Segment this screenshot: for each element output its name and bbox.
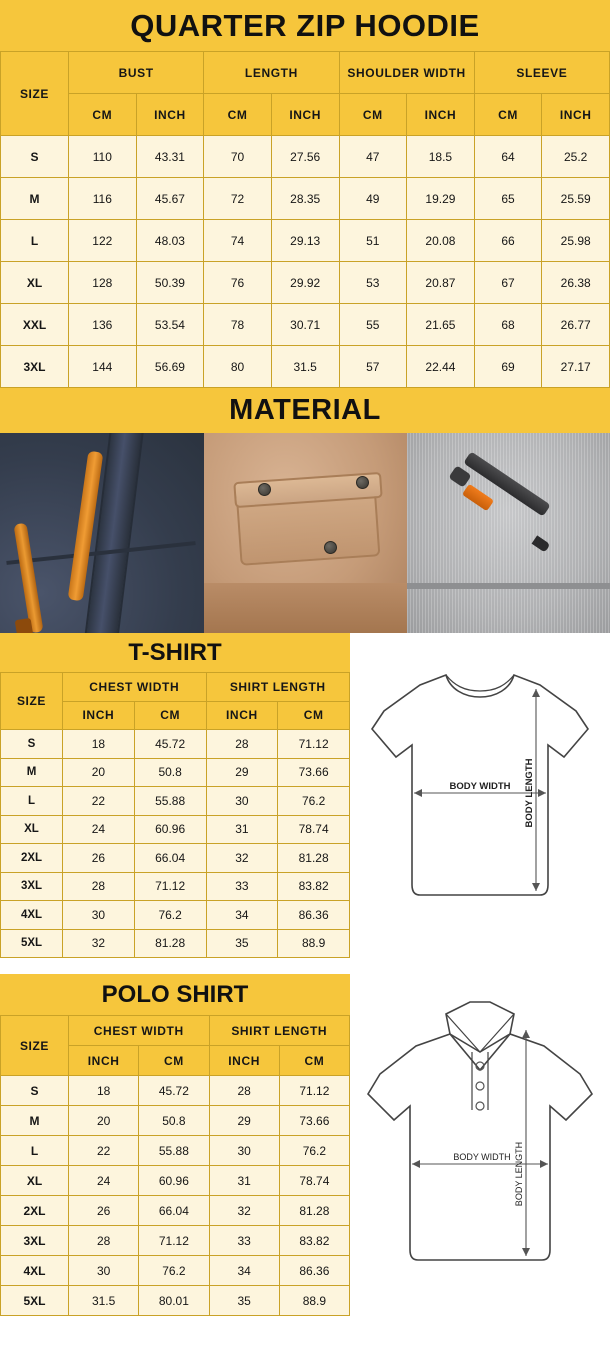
column-header-size: SIZE [1, 1016, 69, 1076]
cell-value: 55 [339, 304, 407, 346]
cell-value: 86.36 [278, 901, 350, 930]
row-size-label: L [1, 787, 63, 816]
drawstring-tip [15, 618, 34, 633]
cell-value: 53 [339, 262, 407, 304]
table-row [1, 1196, 350, 1226]
snap-button-icon [356, 476, 369, 489]
cell-value: 43.31 [136, 136, 204, 178]
cell-value: 47 [339, 136, 407, 178]
table-row [1, 262, 610, 304]
table-header-row [1, 673, 350, 702]
unit-chest-inch: INCH [63, 701, 135, 730]
cell-value: 45.72 [139, 1076, 209, 1106]
cell-value: 53.54 [136, 304, 204, 346]
cell-value: 45.72 [134, 730, 206, 759]
cell-value: 32 [206, 844, 278, 873]
row-size-label: 5XL [1, 929, 63, 958]
cell-value: 116 [69, 178, 137, 220]
cell-value: 25.2 [542, 136, 610, 178]
cell-value: 35 [209, 1286, 279, 1316]
table-row [1, 346, 610, 388]
cell-value: 76 [204, 262, 272, 304]
material-section-title: MATERIAL [0, 388, 610, 433]
cell-value: 24 [63, 815, 135, 844]
cell-value: 66.04 [139, 1196, 209, 1226]
polo-illustration [350, 974, 610, 1304]
cell-value: 18.5 [407, 136, 475, 178]
cell-value: 74 [204, 220, 272, 262]
cell-value: 80 [204, 346, 272, 388]
column-group-shoulder-width: SHOULDER WIDTH [339, 52, 474, 94]
cell-value: 60.96 [139, 1166, 209, 1196]
unit-length-inch: INCH [209, 1046, 279, 1076]
cell-value: 25.59 [542, 178, 610, 220]
row-size-label: M [1, 758, 63, 787]
cell-value: 31 [209, 1166, 279, 1196]
cell-value: 35 [206, 929, 278, 958]
cell-value: 30 [206, 787, 278, 816]
cell-value: 49 [339, 178, 407, 220]
cell-value: 50.8 [134, 758, 206, 787]
cell-value: 45.67 [136, 178, 204, 220]
column-group-chest-width: CHEST WIDTH [63, 673, 207, 702]
column-group-sleeve: SLEEVE [474, 52, 609, 94]
cell-value: 78 [204, 304, 272, 346]
cell-value: 29 [209, 1106, 279, 1136]
polo-table-column [0, 974, 350, 1316]
cell-value: 66.04 [134, 844, 206, 873]
cell-value: 76.2 [279, 1136, 349, 1166]
unit-sleeve-inch: INCH [542, 94, 610, 136]
cell-value: 33 [209, 1226, 279, 1256]
unit-shoulder-inch: INCH [407, 94, 475, 136]
row-size-label: XL [1, 815, 63, 844]
row-size-label: S [1, 136, 69, 178]
table-row [1, 1286, 350, 1316]
cell-value: 81.28 [279, 1196, 349, 1226]
cell-value: 69 [474, 346, 542, 388]
cell-value: 71.12 [279, 1076, 349, 1106]
navy-hoodie-drawstring-photo [0, 433, 204, 633]
cell-value: 26 [69, 1196, 139, 1226]
table-row [1, 730, 350, 759]
row-size-label: M [1, 178, 69, 220]
cell-value: 122 [69, 220, 137, 262]
cell-value: 78.74 [279, 1166, 349, 1196]
cell-value: 68 [474, 304, 542, 346]
body-length-label: BODY LENGTH [514, 1141, 524, 1207]
cell-value: 32 [209, 1196, 279, 1226]
cell-value: 28 [206, 730, 278, 759]
row-size-label: 3XL [1, 346, 69, 388]
table-row [1, 1256, 350, 1286]
table-unit-row [1, 94, 610, 136]
row-size-label: 3XL [1, 1226, 69, 1256]
table-header-row [1, 1016, 350, 1046]
table-row [1, 929, 350, 958]
polo-size-table [0, 1015, 350, 1316]
cell-value: 83.82 [279, 1226, 349, 1256]
cell-value: 73.66 [279, 1106, 349, 1136]
cell-value: 56.69 [136, 346, 204, 388]
cell-value: 51 [339, 220, 407, 262]
cell-value: 72 [204, 178, 272, 220]
unit-chest-inch: INCH [69, 1046, 139, 1076]
table-row [1, 787, 350, 816]
row-size-label: L [1, 1136, 69, 1166]
cell-value: 64 [474, 136, 542, 178]
cell-value: 30 [69, 1256, 139, 1286]
cell-value: 29.92 [271, 262, 339, 304]
row-size-label: 3XL [1, 872, 63, 901]
table-row [1, 758, 350, 787]
grey-fabric-pen-photo [407, 433, 610, 633]
table-row [1, 178, 610, 220]
unit-bust-inch: INCH [136, 94, 204, 136]
row-size-label: 5XL [1, 1286, 69, 1316]
row-size-label: 4XL [1, 901, 63, 930]
column-group-length: LENGTH [204, 52, 339, 94]
material-photo-row [0, 433, 610, 633]
cell-value: 136 [69, 304, 137, 346]
seam-line [407, 583, 610, 589]
cell-value: 30.71 [271, 304, 339, 346]
cell-value: 76.2 [134, 901, 206, 930]
cell-value: 66 [474, 220, 542, 262]
cell-value: 29.13 [271, 220, 339, 262]
cell-value: 110 [69, 136, 137, 178]
row-size-label: 2XL [1, 1196, 69, 1226]
row-size-label: S [1, 730, 63, 759]
cell-value: 71.12 [134, 872, 206, 901]
cell-value: 26 [63, 844, 135, 873]
cell-value: 83.82 [278, 872, 350, 901]
column-group-chest-width: CHEST WIDTH [69, 1016, 210, 1046]
cell-value: 22 [69, 1136, 139, 1166]
cell-value: 55.88 [139, 1136, 209, 1166]
cell-value: 81.28 [278, 844, 350, 873]
cell-value: 33 [206, 872, 278, 901]
cell-value: 20.08 [407, 220, 475, 262]
column-group-shirt-length: SHIRT LENGTH [206, 673, 350, 702]
cell-value: 71.12 [278, 730, 350, 759]
table-header-row [1, 52, 610, 94]
cell-value: 26.77 [542, 304, 610, 346]
tshirt-diagram [350, 633, 610, 958]
cell-value: 24 [69, 1166, 139, 1196]
body-width-label: BODY WIDTH [453, 1152, 511, 1162]
tshirt-section [0, 633, 610, 958]
row-size-label: 4XL [1, 1256, 69, 1286]
table-row [1, 815, 350, 844]
table-row [1, 1226, 350, 1256]
fabric-texture [407, 433, 610, 633]
cell-value: 27.17 [542, 346, 610, 388]
row-size-label: S [1, 1076, 69, 1106]
polo-section [0, 974, 610, 1316]
cell-value: 73.66 [278, 758, 350, 787]
table-row [1, 872, 350, 901]
row-size-label: M [1, 1106, 69, 1136]
cell-value: 20.87 [407, 262, 475, 304]
unit-bust-cm: CM [69, 94, 137, 136]
unit-sleeve-cm: CM [474, 94, 542, 136]
snap-button-icon [324, 541, 337, 554]
cell-value: 80.01 [139, 1286, 209, 1316]
cell-value: 29 [206, 758, 278, 787]
tshirt-section-title: T-SHIRT [0, 633, 350, 672]
polo-diagram [350, 974, 610, 1316]
column-header-size: SIZE [1, 52, 69, 136]
cell-value: 20 [69, 1106, 139, 1136]
table-row [1, 844, 350, 873]
cell-value: 19.29 [407, 178, 475, 220]
row-size-label: L [1, 220, 69, 262]
cell-value: 28 [209, 1076, 279, 1106]
cell-value: 25.98 [542, 220, 610, 262]
table-row [1, 1136, 350, 1166]
cell-value: 28 [69, 1226, 139, 1256]
cell-value: 67 [474, 262, 542, 304]
unit-length-cm: CM [279, 1046, 349, 1076]
table-row [1, 1076, 350, 1106]
cell-value: 30 [63, 901, 135, 930]
row-size-label: XL [1, 1166, 69, 1196]
cell-value: 22.44 [407, 346, 475, 388]
cell-value: 50.8 [139, 1106, 209, 1136]
body-width-label: BODY WIDTH [449, 781, 511, 792]
unit-length-cm: CM [204, 94, 272, 136]
cell-value: 27.56 [271, 136, 339, 178]
cell-value: 22 [63, 787, 135, 816]
cell-value: 26.38 [542, 262, 610, 304]
cell-value: 34 [206, 901, 278, 930]
row-size-label: XXL [1, 304, 69, 346]
cell-value: 21.65 [407, 304, 475, 346]
tshirt-illustration [350, 633, 610, 963]
cell-value: 31 [206, 815, 278, 844]
unit-shoulder-cm: CM [339, 94, 407, 136]
table-row [1, 136, 610, 178]
body-length-label: BODY LENGTH [524, 758, 535, 828]
unit-length-cm: CM [278, 701, 350, 730]
table-row [1, 220, 610, 262]
cell-value: 78.74 [278, 815, 350, 844]
unit-chest-cm: CM [134, 701, 206, 730]
snap-button-icon [258, 483, 271, 496]
cell-value: 81.28 [134, 929, 206, 958]
cell-value: 70 [204, 136, 272, 178]
unit-length-inch: INCH [271, 94, 339, 136]
column-group-bust: BUST [69, 52, 204, 94]
cell-value: 60.96 [134, 815, 206, 844]
cell-value: 28 [63, 872, 135, 901]
cell-value: 32 [63, 929, 135, 958]
cell-value: 71.12 [139, 1226, 209, 1256]
cell-value: 34 [209, 1256, 279, 1286]
khaki-sleeve-pocket-photo [204, 433, 407, 633]
hoodie-size-table [0, 51, 610, 388]
cell-value: 76.2 [278, 787, 350, 816]
row-size-label: XL [1, 262, 69, 304]
cell-value: 48.03 [136, 220, 204, 262]
table-row [1, 304, 610, 346]
cell-value: 65 [474, 178, 542, 220]
unit-chest-cm: CM [139, 1046, 209, 1076]
cell-value: 88.9 [279, 1286, 349, 1316]
cell-value: 144 [69, 346, 137, 388]
cell-value: 30 [209, 1136, 279, 1166]
cell-value: 31.5 [69, 1286, 139, 1316]
cell-value: 86.36 [279, 1256, 349, 1286]
column-header-size: SIZE [1, 673, 63, 730]
cell-value: 50.39 [136, 262, 204, 304]
cell-value: 88.9 [278, 929, 350, 958]
tshirt-table-column [0, 633, 350, 958]
cell-value: 57 [339, 346, 407, 388]
hoodie-section-title: QUARTER ZIP HOODIE [0, 0, 610, 51]
column-group-shirt-length: SHIRT LENGTH [209, 1016, 350, 1046]
cell-value: 31.5 [271, 346, 339, 388]
tshirt-size-table [0, 672, 350, 958]
cell-value: 20 [63, 758, 135, 787]
cell-value: 76.2 [139, 1256, 209, 1286]
table-row [1, 901, 350, 930]
table-row [1, 1166, 350, 1196]
fabric-fold [204, 583, 407, 633]
cell-value: 18 [69, 1076, 139, 1106]
row-size-label: 2XL [1, 844, 63, 873]
cell-value: 18 [63, 730, 135, 759]
polo-section-title: POLO SHIRT [0, 974, 350, 1015]
page-bottom-spacer [0, 1316, 610, 1326]
unit-length-inch: INCH [206, 701, 278, 730]
cell-value: 55.88 [134, 787, 206, 816]
table-row [1, 1106, 350, 1136]
cell-value: 28.35 [271, 178, 339, 220]
cell-value: 128 [69, 262, 137, 304]
